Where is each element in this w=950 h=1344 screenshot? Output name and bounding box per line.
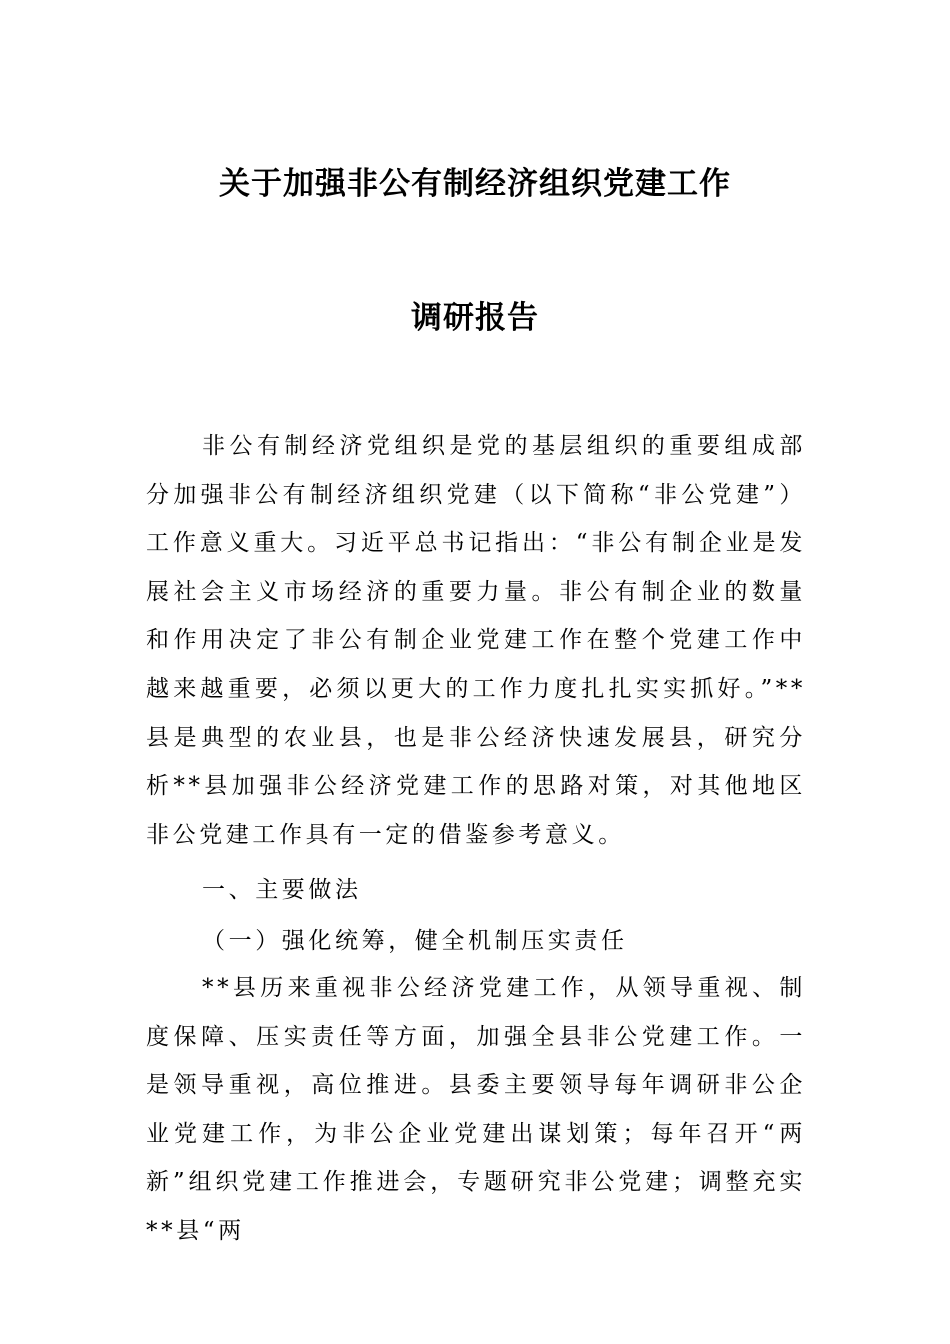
document-title-line-1: 关于加强非公有制经济组织党建工作 bbox=[219, 166, 731, 202]
paragraph-text: **县历来重视非公经济党建工作，从领导重视、制度保障、压实责任等方面，加强全县非公党建工作。一是领导重视，高位推进。县委主要领导每年调研非公企业党建工作，为非公企业党建出谋划策；每年召开“两新”组织党建工作推进会，专题研究非公党建；调整充实**县“两 bbox=[146, 975, 806, 1244]
section-heading-text: 一、主要做法 bbox=[202, 877, 362, 903]
subsection-heading-text: （一）强化统筹，健全机制压实责任 bbox=[202, 928, 628, 954]
section-heading-main-practices bbox=[146, 866, 806, 915]
paragraph-text: 非公有制经济党组织是党的基层组织的重要组成部分加强非公有制经济组织党建（以下简称“非公党建”）工作意义重大。习近平总书记指出：“非公有制企业是发展社会主义市场经济的重要力量。非公有制企业的数量和作用决定了非公有制企业党建工作在整个党建工作中越来越重要，必须以更大的工作力度扎扎实实抓好。”**县是典型的农业县，也是非公经济快速发展县，研究分析**县加强非公经济党建工作的思路对策，对其他地区非公党建工作具有一定的借鉴参考意义。 bbox=[146, 433, 806, 848]
body-paragraph-2 bbox=[146, 964, 806, 1256]
document-title-line-2: 调研报告 bbox=[411, 300, 539, 336]
subsection-heading-1 bbox=[146, 917, 806, 966]
body-paragraph-1 bbox=[146, 422, 806, 859]
